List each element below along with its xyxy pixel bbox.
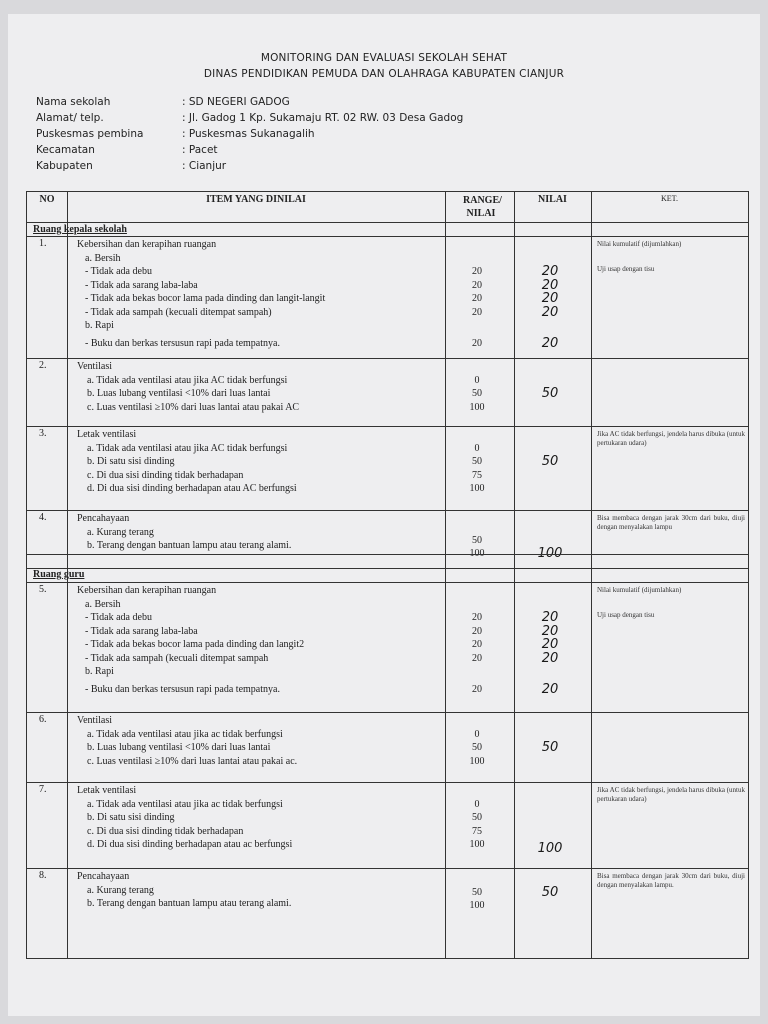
score: 50 (541, 740, 559, 755)
item-line: - Tidak ada sarang laba-laba (85, 279, 198, 291)
item-line: c. Di dua sisi dinding tidak berhadapan (87, 469, 244, 481)
remark: Bisa membaca dengan jarak 30cm dari buku, diuji dengan menyalakan lampu (597, 514, 745, 531)
item-line: b. Luas lubang ventilasi <10% dari luas lantai (87, 742, 271, 753)
score (515, 469, 585, 483)
score (515, 802, 585, 816)
item-number: 5. (39, 584, 47, 595)
range-value: 20 (472, 625, 482, 637)
range-value: 0 (474, 442, 480, 454)
header-range: RANGE/ NILAI (463, 195, 502, 219)
score (515, 482, 585, 496)
range-value (447, 238, 507, 252)
range-value: 20 (472, 639, 482, 650)
score (515, 728, 585, 742)
score (515, 238, 585, 252)
score (515, 788, 585, 802)
range-value (447, 714, 507, 728)
item-number: 7. (39, 784, 47, 795)
range-value: 75 (472, 469, 482, 481)
score (515, 428, 585, 442)
item-line: - Tidak ada sampah (kecuali ditempat sampah) (85, 306, 272, 318)
info-value: : SD NEGERI GADOG (182, 96, 290, 108)
item-line: a. Bersih (85, 252, 121, 264)
item-block-5 (27, 582, 748, 712)
score (515, 584, 585, 598)
range-value (447, 584, 507, 598)
item-line: - Buku dan berkas tersusun rapi pada tempatnya. (85, 683, 280, 695)
title-line-2: DINAS PENDIDIKAN PEMUDA DAN OLAHRAGA KABUPATEN CIANJUR (203, 68, 565, 80)
item-block-4 (27, 510, 748, 561)
evaluation-table (26, 191, 749, 959)
score: 20 (541, 291, 559, 306)
item-line: Ventilasi (77, 361, 112, 372)
range-value: 20 (472, 279, 482, 291)
item-line: b. Luas lubang ventilasi <10% dari luas lantai (87, 388, 271, 399)
range-value: 0 (474, 374, 480, 386)
remark: Uji usap dengan tisu (597, 611, 655, 619)
range-values (447, 238, 507, 350)
score: 50 (541, 454, 559, 469)
item-line: Ventilasi (77, 715, 112, 726)
item-line: a. Tidak ada ventilasi atau jika AC tidak berfungsi (87, 374, 288, 386)
range-value (447, 665, 507, 679)
info-value: : Pacet (182, 144, 218, 156)
range-value (447, 520, 507, 534)
score (515, 520, 585, 534)
info-row-kabupaten (36, 158, 463, 174)
range-value: 100 (469, 900, 485, 911)
remark: Bisa membaca dengan jarak 30cm dari buku, diuji dengan menyalakan lampu. (597, 872, 745, 889)
range-value: 50 (472, 742, 482, 753)
range-value (447, 428, 507, 442)
range-value: 20 (472, 683, 482, 695)
info-row-address (36, 110, 463, 126)
item-line: b. Di satu sisi dinding (87, 812, 175, 823)
item-number: 3. (39, 428, 47, 439)
score (515, 665, 585, 679)
score: 20 (541, 650, 559, 666)
info-row-puskesmas (36, 126, 463, 142)
item-number: 1. (39, 238, 47, 249)
range-values (447, 784, 507, 852)
range-values (447, 584, 507, 696)
remarks (597, 430, 745, 464)
score (515, 360, 585, 374)
item-lines (77, 714, 297, 768)
score (515, 714, 585, 728)
section-title-kepala-sekolah: Ruang kepala sekolah (33, 224, 127, 235)
school-info (36, 94, 463, 174)
item-number: 6. (39, 714, 47, 725)
item-line: a. Tidak ada ventilasi atau jika ac tidak berfungsi (87, 728, 283, 740)
item-line: c. Di dua sisi dinding tidak berhadapan (87, 825, 244, 837)
range-value: 100 (469, 755, 485, 767)
item-line: c. Luas ventilasi ≥10% dari luas lantai atau pakai AC (87, 401, 300, 413)
remark: Jika AC tidak berfungsi, jendela harus dibuka (untuk pertukaran udara) (597, 786, 745, 803)
remark: Uji usap dengan tisu (597, 265, 655, 273)
info-label: Kecamatan (36, 144, 95, 156)
item-line: b. Rapi (85, 666, 114, 677)
info-value: : Cianjur (182, 160, 227, 172)
item-line: Kebersihan dan kerapihan ruangan (77, 239, 217, 250)
handwritten-scores (515, 872, 585, 913)
range-value: 50 (472, 886, 482, 898)
score (515, 598, 585, 612)
range-value: 0 (474, 728, 480, 740)
item-line: - Tidak ada sarang laba-laba (85, 625, 198, 637)
range-value: 100 (469, 548, 485, 559)
handwritten-scores (515, 360, 585, 414)
remark: Nilai kumulatif (dijumlahkan) (597, 240, 682, 248)
item-lines (77, 428, 297, 496)
score: 20 (541, 610, 559, 625)
item-line: a. Kurang terang (87, 884, 154, 896)
section-title-ruang-guru: Ruang guru (33, 569, 85, 580)
score: 20 (541, 335, 559, 351)
item-block-6 (27, 712, 748, 782)
item-number: 8. (39, 870, 47, 881)
handwritten-scores (515, 238, 585, 350)
score: 50 (541, 884, 559, 900)
score (515, 442, 585, 456)
score: 20 (541, 264, 559, 279)
range-value: 100 (469, 483, 485, 494)
item-lines (77, 238, 325, 350)
item-block-7 (27, 782, 748, 868)
score: 100 (537, 546, 563, 561)
item-line: Pencahayaan (77, 513, 130, 524)
item-number: 4. (39, 512, 47, 523)
header-item: ITEM YANG DINILAI (206, 194, 306, 205)
item-block-2 (27, 358, 748, 426)
item-line: b. Rapi (85, 320, 114, 331)
range-value (447, 598, 507, 612)
range-value: 20 (472, 652, 482, 664)
score: 20 (541, 681, 559, 697)
item-lines (77, 360, 299, 414)
item-line: - Tidak ada debu (85, 612, 152, 623)
header-nilai: NILAI (538, 194, 567, 205)
range-value (447, 360, 507, 374)
handwritten-scores (515, 584, 585, 696)
score: 20 (541, 304, 559, 320)
range-values (447, 428, 507, 496)
range-value (447, 872, 507, 886)
header-no: NO (39, 194, 55, 205)
score: 50 (541, 386, 559, 401)
range-value: 75 (472, 825, 482, 837)
score (515, 534, 585, 548)
item-lines (77, 512, 291, 553)
range-value: 20 (472, 612, 482, 623)
range-value (447, 252, 507, 266)
info-label: Alamat/ telp. (36, 112, 104, 124)
item-line: a. Tidak ada ventilasi atau jika ac tidak berfungsi (87, 798, 283, 810)
handwritten-scores (515, 428, 585, 496)
range-value: 100 (469, 401, 485, 413)
item-block-8 (27, 868, 748, 958)
range-value: 0 (474, 798, 480, 810)
range-values (447, 872, 507, 913)
item-line: d. Di dua sisi dinding berhadapan atau ac berfungsi (87, 839, 293, 850)
score (515, 401, 585, 415)
item-line: c. Luas ventilasi ≥10% dari luas lantai atau pakai ac. (87, 755, 298, 767)
score: 100 (537, 841, 563, 856)
item-number: 2. (39, 360, 47, 371)
item-block-1 (27, 236, 748, 358)
remark: Jika AC tidak berfungsi, jendela harus dibuka (untuk pertukaran udara) (597, 430, 745, 447)
range-value (447, 319, 507, 333)
info-label: Kabupaten (36, 160, 93, 172)
range-value: 20 (472, 266, 482, 277)
range-values (447, 360, 507, 414)
row-divider (27, 568, 748, 569)
range-value (447, 784, 507, 798)
range-value: 20 (472, 306, 482, 318)
item-line: - Buku dan berkas tersusun rapi pada tempatnya. (85, 337, 280, 349)
range-value: 20 (472, 293, 482, 304)
item-line: - Tidak ada sampah (kecuali ditempat sampah (85, 652, 269, 664)
score: 20 (541, 277, 559, 293)
range-value: 20 (472, 337, 482, 349)
score: 20 (541, 637, 559, 652)
item-lines (77, 870, 291, 911)
range-value: 100 (469, 839, 485, 850)
info-value: : Puskesmas Sukanagalih (182, 128, 315, 140)
range-value: 50 (472, 534, 482, 546)
title-line-1: MONITORING DAN EVALUASI SEKOLAH SEHAT (260, 52, 508, 64)
header-ket: KET. (661, 194, 678, 203)
item-line: Pencahayaan (77, 871, 130, 882)
info-row-school-name (36, 94, 463, 110)
item-line: b. Di satu sisi dinding (87, 456, 175, 467)
info-label: Puskesmas pembina (36, 128, 144, 140)
item-line: a. Bersih (85, 598, 121, 610)
info-row-kecamatan (36, 142, 463, 158)
remark: Nilai kumulatif (dijumlahkan) (597, 586, 682, 594)
item-line: a. Kurang terang (87, 526, 154, 538)
score (515, 872, 585, 886)
item-line: b. Terang dengan bantuan lampu atau terang alami. (87, 898, 292, 909)
handwritten-scores (515, 788, 585, 856)
item-line: d. Di dua sisi dinding berhadapan atau AC berfungsi (87, 483, 297, 494)
remarks (597, 514, 745, 548)
score (515, 815, 585, 829)
score (515, 374, 585, 388)
remarks (597, 240, 745, 290)
item-line: - Tidak ada bekas bocor lama pada dinding dan langit-langit (85, 293, 326, 304)
info-value: : Jl. Gadog 1 Kp. Sukamaju RT. 02 RW. 03 Desa Gadog (182, 112, 464, 124)
remarks (597, 872, 745, 906)
score: 20 (541, 623, 559, 639)
range-value: 50 (472, 388, 482, 399)
score (515, 319, 585, 333)
item-block-3 (27, 426, 748, 510)
item-line: a. Tidak ada ventilasi atau jika AC tidak berfungsi (87, 442, 288, 454)
row-divider (27, 222, 748, 223)
item-line: Letak ventilasi (77, 785, 137, 796)
remarks (597, 786, 745, 820)
row-divider (27, 554, 748, 555)
remarks (597, 586, 745, 636)
item-line: Kebersihan dan kerapihan ruangan (77, 585, 217, 596)
score (515, 899, 585, 913)
range-values (447, 714, 507, 768)
item-line: Letak ventilasi (77, 429, 137, 440)
item-line: b. Terang dengan bantuan lampu atau terang alami. (87, 540, 292, 551)
item-line: - Tidak ada bekas bocor lama pada dinding dan langit2 (85, 639, 305, 650)
range-value: 50 (472, 456, 482, 467)
info-label: Nama sekolah (36, 96, 111, 108)
score (515, 252, 585, 266)
item-line: - Tidak ada debu (85, 266, 152, 277)
item-lines (77, 784, 292, 852)
score (515, 829, 585, 843)
item-lines (77, 584, 304, 696)
range-value: 50 (472, 812, 482, 823)
handwritten-scores (515, 714, 585, 768)
score (515, 755, 585, 769)
